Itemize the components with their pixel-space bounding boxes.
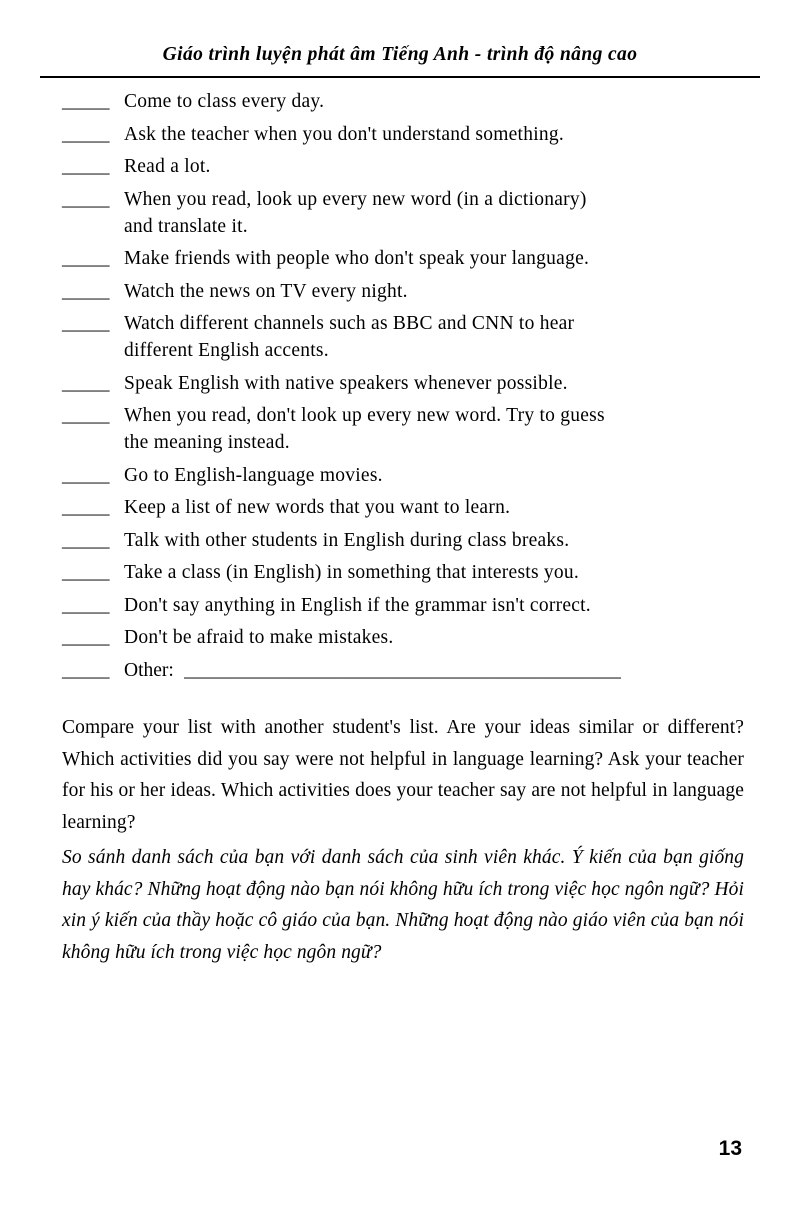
- list-item-text: Come to class every day.: [124, 91, 325, 112]
- list-item-label: [116, 186, 742, 240]
- list-item-text: Watch different channels such as BBC and CNN to hear: [124, 313, 575, 334]
- list-item: [62, 310, 742, 364]
- blank-line[interactable]: _____: [62, 562, 110, 583]
- list-item-label: [116, 559, 742, 586]
- blank-line[interactable]: _____: [62, 123, 110, 145]
- list-item-text-continued: different English accents.: [124, 340, 329, 361]
- list-item-label: [116, 121, 742, 148]
- list-item-text: When you read, don't look up every new word. Try to guess: [124, 405, 605, 426]
- blank-line[interactable]: _____: [62, 156, 110, 177]
- instructions-section: [62, 712, 744, 968]
- list-item: [62, 624, 742, 651]
- other-fill-in-line[interactable]: ______________________________________________: [183, 659, 621, 681]
- blank-line[interactable]: _____: [62, 659, 110, 681]
- list-item: [62, 527, 742, 554]
- list-item: [62, 245, 742, 272]
- list-item-other: [62, 657, 742, 684]
- list-item-text: Don't say anything in English if the grammar isn't correct.: [124, 594, 591, 616]
- list-item-text: Take a class (in English) in something that interests you.: [124, 562, 580, 583]
- list-item: [62, 592, 742, 619]
- checklist: [62, 88, 742, 684]
- list-item-label: [116, 402, 742, 456]
- list-item: [62, 121, 742, 148]
- list-item-label: [116, 494, 742, 521]
- list-item-label: [116, 592, 742, 619]
- list-item-label: [116, 245, 742, 272]
- other-label: Other:: [124, 659, 174, 681]
- list-item: [62, 153, 742, 180]
- list-item-label: [116, 370, 742, 397]
- blank-line[interactable]: _____: [62, 313, 110, 334]
- blank-line[interactable]: _____: [62, 91, 110, 112]
- list-item: [62, 88, 742, 115]
- instruction-paragraph-english: Compare your list with another student's list. Are your ideas similar or different? Which activities did you say were not helpful in language learning? Ask your teacher for his or her ideas. Which activities does your teacher say are not helpful in language learning?: [62, 717, 744, 833]
- blank-line[interactable]: _____: [62, 497, 110, 518]
- list-item: [62, 370, 742, 397]
- instruction-paragraph-vietnamese: So sánh danh sách của bạn với danh sách của sinh viên khác. Ý kiến của bạn giống hay khác? Những hoạt động nào bạn nói không hữu ích trong việc học ngôn ngữ? Hỏi xin ý kiến của thầy hoặc cô giáo của bạn. Những hoạt động nào giáo viên của bạn nói không hữu ích trong việc học ngôn ngữ?: [62, 847, 744, 963]
- list-item-text: Talk with other students in English during class breaks.: [124, 529, 570, 551]
- page-header: [40, 44, 760, 66]
- blank-line[interactable]: _____: [62, 248, 110, 269]
- list-item: [62, 278, 742, 305]
- list-item-label: [116, 624, 742, 651]
- list-item-text: Keep a list of new words that you want to learn.: [124, 497, 511, 518]
- list-item-text: Watch the news on TV every night.: [124, 280, 408, 302]
- list-item-label: [116, 462, 742, 489]
- list-item-label: [116, 278, 742, 305]
- list-item-text: Read a lot.: [124, 156, 211, 177]
- blank-line[interactable]: _____: [62, 627, 110, 648]
- blank-line[interactable]: _____: [62, 372, 110, 394]
- blank-line[interactable]: _____: [62, 594, 110, 616]
- blank-line[interactable]: _____: [62, 464, 110, 486]
- list-item-text: Make friends with people who don't speak your language.: [124, 248, 590, 269]
- list-item-text-continued: the meaning instead.: [124, 432, 290, 453]
- list-item-text: Speak English with native speakers whenever possible.: [124, 372, 568, 394]
- blank-line[interactable]: _____: [62, 280, 110, 302]
- list-item: [62, 559, 742, 586]
- list-item-text: Go to English-language movies.: [124, 464, 383, 486]
- list-item-text: Don't be afraid to make mistakes.: [124, 627, 394, 648]
- checklist-section: [62, 88, 742, 689]
- list-item-label: [116, 527, 742, 554]
- list-item: [62, 462, 742, 489]
- list-item: [62, 402, 742, 456]
- blank-line[interactable]: _____: [62, 529, 110, 551]
- list-item-label: [116, 310, 742, 364]
- blank-line[interactable]: _____: [62, 405, 110, 426]
- list-item: [62, 186, 742, 240]
- list-item-text-continued: and translate it.: [124, 215, 248, 237]
- page-number: 13: [718, 1137, 742, 1160]
- list-item: [62, 494, 742, 521]
- blank-line[interactable]: _____: [62, 188, 110, 210]
- list-item-text: Ask the teacher when you don't understand something.: [124, 123, 565, 145]
- header-divider: [40, 76, 760, 78]
- header-title: Giáo trình luyện phát âm Tiếng Anh - trình độ nâng cao: [162, 44, 638, 65]
- list-item-label: [116, 153, 742, 180]
- list-item-text: When you read, look up every new word (in a dictionary): [124, 188, 587, 210]
- list-item-label: [116, 88, 742, 115]
